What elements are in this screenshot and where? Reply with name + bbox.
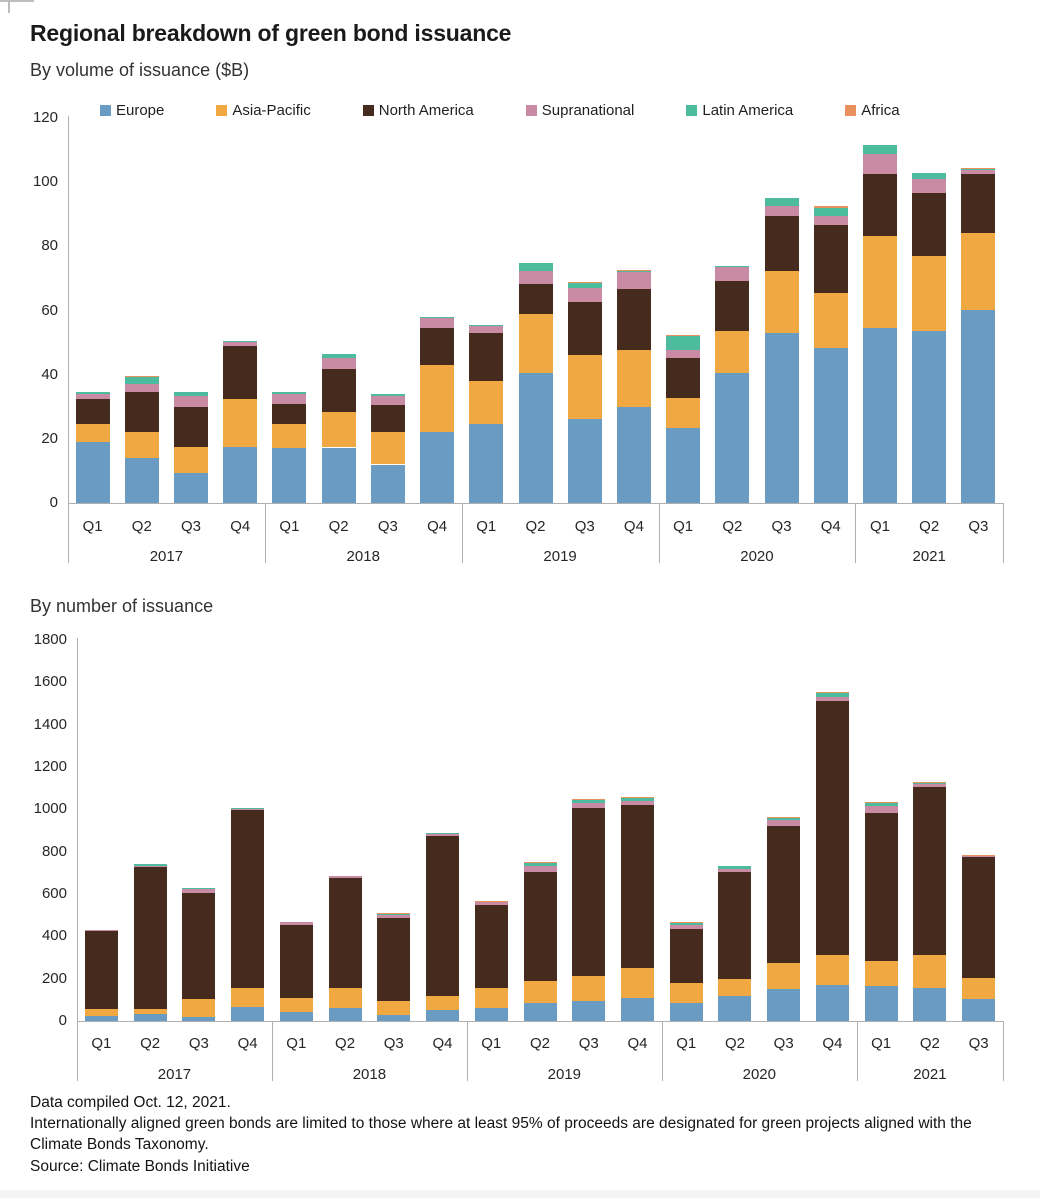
y-axis-tick-label: 200 (41, 969, 67, 987)
quarter-label: Q1 (869, 518, 890, 535)
bar-segment-europe (524, 1003, 557, 1021)
bar-segment-supranational (377, 915, 410, 918)
bar-segment-asia-pacific (912, 256, 946, 331)
bar-segment-latin-america (572, 800, 605, 803)
quarter-label: Q1 (91, 1035, 112, 1052)
y-axis-tick-label: 0 (58, 1012, 67, 1029)
quarter-label: Q2 (919, 518, 940, 535)
bar-segment-supranational (816, 697, 849, 701)
year-label: 2019 (543, 548, 577, 565)
bar-segment-europe (223, 447, 257, 503)
legend-item-africa (845, 102, 899, 119)
bar-segment-europe (182, 1017, 215, 1021)
bar-segment-europe (912, 331, 946, 503)
year-band-separator (1003, 503, 1004, 563)
bar-segment-europe (715, 373, 749, 503)
bar-segment-europe (814, 348, 848, 503)
bar-segment-north-america (913, 787, 946, 955)
legend (100, 100, 900, 120)
bar-segment-latin-america (621, 798, 654, 800)
bar-segment-latin-america (767, 817, 800, 820)
bar-segment-asia-pacific (475, 988, 508, 1008)
bar-segment-asia-pacific (329, 988, 362, 1008)
bar-segment-supranational (863, 154, 897, 175)
bar-segment-africa (865, 802, 898, 803)
y-axis-tick-label: 1800 (33, 631, 67, 648)
quarter-label: Q1 (286, 1035, 307, 1052)
bar-segment-north-america (670, 929, 703, 983)
bar-segment-africa (475, 901, 508, 902)
quarter-label: Q2 (529, 1035, 550, 1052)
bar-segment-europe (718, 996, 751, 1021)
bar-segment-europe (961, 310, 995, 503)
bar-segment-europe (666, 428, 700, 503)
bar-segment-europe (765, 333, 799, 503)
bar-segment-north-america (814, 225, 848, 293)
bar-segment-latin-america (765, 198, 799, 205)
quarter-label: Q4 (623, 518, 644, 535)
bar-segment-supranational (961, 170, 995, 174)
bar-segment-asia-pacific (962, 978, 995, 999)
bar-segment-africa (814, 206, 848, 208)
bar-segment-europe (572, 1001, 605, 1021)
bar-segment-latin-america (670, 922, 703, 925)
legend-item-latin-america (686, 102, 793, 119)
bar-segment-supranational (666, 350, 700, 357)
quarter-label: Q3 (578, 1035, 599, 1052)
quarter-label: Q3 (968, 518, 989, 535)
bar-segment-north-america (329, 878, 362, 988)
quarter-label: Q3 (383, 1035, 404, 1052)
quarter-label: Q4 (627, 1035, 648, 1052)
bar-segment-asia-pacific (134, 1009, 167, 1014)
frame-mark-top (0, 0, 34, 2)
bar-segment-europe (621, 998, 654, 1021)
y-axis-line (77, 638, 78, 1021)
quarter-label: Q2 (131, 518, 152, 535)
bar-segment-asia-pacific (519, 314, 553, 373)
bar-segment-asia-pacific (617, 350, 651, 407)
bar-segment-latin-america (223, 341, 257, 342)
bar-segment-asia-pacific (280, 998, 313, 1012)
quarter-label: Q4 (820, 518, 841, 535)
bar-segment-europe (617, 407, 651, 503)
bar-segment-north-america (231, 810, 264, 988)
quarter-label: Q3 (773, 1035, 794, 1052)
bar-segment-supranational (670, 925, 703, 929)
quarter-label: Q2 (140, 1035, 161, 1052)
legend-item-europe (100, 102, 164, 119)
bar-segment-asia-pacific (377, 1001, 410, 1015)
bar-segment-asia-pacific (865, 961, 898, 986)
bar-segment-north-america (280, 925, 313, 999)
bar-segment-north-america (469, 333, 503, 381)
bar-segment-africa (621, 797, 654, 799)
bar-segment-asia-pacific (621, 968, 654, 998)
bar-segment-asia-pacific (182, 999, 215, 1017)
bar-segment-africa (913, 782, 946, 783)
bar-segment-asia-pacific (125, 432, 159, 458)
bar-segment-latin-america (134, 864, 167, 865)
bar-segment-supranational (420, 318, 454, 328)
quarter-label: Q1 (673, 518, 694, 535)
bar-segment-north-america (371, 405, 405, 432)
bar-segment-europe (863, 328, 897, 503)
y-axis-tick-label: 1000 (33, 800, 67, 818)
y-axis-tick-label: 400 (41, 927, 67, 945)
quarter-label: Q4 (432, 1035, 453, 1052)
year-label: 2021 (913, 1066, 947, 1083)
bar-segment-asia-pacific (961, 233, 995, 310)
legend-label: Africa (861, 101, 900, 119)
bar-segment-africa (961, 168, 995, 169)
quarter-label: Q4 (237, 1035, 258, 1052)
bar-segment-supranational (912, 179, 946, 193)
year-label: 2018 (352, 1066, 387, 1083)
bar-segment-latin-america (865, 802, 898, 806)
bar-segment-supranational (85, 930, 118, 931)
bar-segment-europe (865, 986, 898, 1021)
bar-segment-asia-pacific (371, 432, 405, 464)
bar-segment-asia-pacific (426, 996, 459, 1010)
quarter-label: Q1 (871, 1035, 892, 1052)
footer-compiled-date: Data compiled Oct. 12, 2021. (30, 1094, 231, 1111)
bar-segment-north-america (85, 931, 118, 1009)
bar-segment-asia-pacific (670, 983, 703, 1002)
y-axis-tick-label: 20 (41, 429, 58, 447)
bar-segment-asia-pacific (223, 399, 257, 447)
bar-segment-north-america (125, 392, 159, 432)
x-axis-line (68, 503, 1003, 504)
bar-segment-supranational (371, 396, 405, 406)
bar-segment-asia-pacific (469, 381, 503, 424)
bar-segment-asia-pacific (666, 398, 700, 428)
quarter-label: Q2 (328, 518, 349, 535)
quarter-label: Q1 (82, 518, 103, 535)
bar-segment-asia-pacific (572, 976, 605, 1001)
legend-label: Latin America (702, 101, 794, 119)
bar-segment-north-america (621, 805, 654, 968)
bar-segment-europe (371, 465, 405, 504)
bar-segment-supranational (280, 922, 313, 924)
bottom-chart-subtitle: By number of issuance (30, 596, 214, 616)
bar-segment-latin-america (524, 863, 557, 866)
bar-segment-africa (962, 855, 995, 856)
bar-segment-europe (426, 1010, 459, 1021)
footer-source: Source: Climate Bonds Initiative (30, 1158, 250, 1175)
quarter-label: Q3 (188, 1035, 209, 1052)
bar-segment-north-america (519, 284, 553, 315)
quarter-label: Q1 (676, 1035, 697, 1052)
bar-segment-africa (816, 692, 849, 693)
bar-segment-north-america (666, 358, 700, 398)
bar-segment-supranational (223, 342, 257, 346)
y-axis-tick-label: 40 (41, 365, 58, 383)
figure-title: Regional breakdown of green bond issuance (30, 20, 512, 46)
bar-segment-supranational (524, 866, 557, 872)
bar-segment-supranational (718, 869, 751, 872)
bar-segment-asia-pacific (272, 424, 306, 448)
y-axis-tick-label: 600 (41, 885, 67, 902)
bar-segment-asia-pacific (420, 365, 454, 432)
bar-segment-europe (670, 1003, 703, 1021)
bar-segment-north-america (765, 216, 799, 271)
x-axis-line (77, 1021, 1003, 1022)
quarter-label: Q4 (230, 518, 251, 535)
bar-segment-latin-america (519, 263, 553, 270)
bar-segment-supranational (519, 271, 553, 284)
bar-segment-north-america (715, 281, 749, 331)
legend-swatch-icon (686, 105, 697, 116)
bar-segment-asia-pacific (816, 955, 849, 985)
bar-segment-supranational (174, 396, 208, 407)
bar-segment-africa (568, 282, 602, 284)
bar-segment-north-america (863, 174, 897, 235)
bar-segment-supranational (125, 384, 159, 392)
bar-segment-latin-america (420, 317, 454, 318)
bar-segment-asia-pacific (814, 293, 848, 348)
quarter-label: Q2 (722, 518, 743, 535)
y-axis-tick-label: 1400 (33, 715, 67, 733)
bar-segment-supranational (767, 820, 800, 826)
quarter-label: Q1 (481, 1035, 502, 1052)
quarter-label: Q2 (919, 1035, 940, 1052)
bottom-edge-strip (0, 1190, 1040, 1198)
bar-segment-north-america (962, 857, 995, 978)
bar-segment-latin-america (322, 354, 356, 358)
bar-segment-latin-america (371, 394, 405, 396)
bar-segment-asia-pacific (322, 412, 356, 447)
bar-segment-supranational (272, 394, 306, 404)
quarter-label: Q2 (724, 1035, 745, 1052)
y-axis-tick-label: 100 (32, 173, 58, 191)
bar-segment-europe (568, 419, 602, 503)
bar-segment-north-america (76, 399, 110, 425)
bar-segment-africa (617, 270, 651, 271)
quarter-label: Q1 (476, 518, 497, 535)
top-chart-subtitle: By volume of issuance ($B) (30, 60, 250, 80)
quarter-label: Q3 (181, 518, 202, 535)
bar-segment-africa (666, 335, 700, 336)
bar-segment-north-america (322, 369, 356, 412)
bar-segment-latin-america (912, 173, 946, 179)
y-axis-tick-label: 800 (41, 842, 67, 860)
year-band-separator (1003, 1021, 1004, 1081)
legend-swatch-icon (845, 105, 856, 116)
bar-segment-europe (913, 988, 946, 1021)
bar-segment-north-america (134, 867, 167, 1009)
bar-segment-latin-america (182, 888, 215, 889)
legend-label: Asia-Pacific (232, 101, 311, 119)
bar-segment-supranational (322, 358, 356, 369)
bar-segment-europe (125, 458, 159, 503)
bar-segment-north-america (816, 701, 849, 955)
bar-segment-europe (767, 989, 800, 1021)
bar-segment-north-america (272, 404, 306, 425)
y-axis-tick-label: 60 (41, 301, 58, 319)
bar-segment-supranational (617, 272, 651, 289)
bar-segment-africa (125, 376, 159, 377)
bar-segment-europe (85, 1016, 118, 1021)
bar-segment-latin-america (715, 266, 749, 268)
year-label: 2018 (346, 548, 380, 565)
bar-segment-north-america (572, 808, 605, 976)
bar-segment-north-america (617, 289, 651, 349)
bar-segment-asia-pacific (76, 424, 110, 442)
legend-swatch-icon (100, 105, 111, 116)
bar-segment-north-america (718, 872, 751, 980)
bar-segment-asia-pacific (765, 271, 799, 333)
quarter-label: Q3 (377, 518, 398, 535)
y-axis-tick-label: 80 (41, 237, 58, 255)
bar-segment-europe (816, 985, 849, 1021)
bar-segment-asia-pacific (863, 236, 897, 329)
y-axis-tick-label: 0 (49, 494, 58, 511)
bar-segment-latin-america (863, 145, 897, 153)
bar-segment-europe (272, 448, 306, 503)
bar-segment-supranational (469, 325, 503, 333)
legend-swatch-icon (216, 105, 227, 116)
legend-label: Europe (116, 101, 165, 119)
bar-segment-asia-pacific (767, 963, 800, 990)
bar-segment-asia-pacific (913, 955, 946, 988)
bar-segment-north-america (767, 826, 800, 963)
bar-segment-europe (322, 448, 356, 504)
bar-segment-latin-america (426, 833, 459, 834)
quarter-label: Q3 (968, 1035, 989, 1052)
bar-segment-latin-america (272, 392, 306, 394)
bar-segment-north-america (475, 905, 508, 988)
bar-segment-supranational (814, 216, 848, 225)
bar-segment-supranational (621, 801, 654, 805)
bar-segment-europe (329, 1008, 362, 1021)
bar-segment-latin-america (666, 336, 700, 350)
quarter-label: Q2 (525, 518, 546, 535)
legend-swatch-icon (363, 105, 374, 116)
bar-segment-europe (475, 1008, 508, 1021)
y-axis-tick-label: 120 (32, 109, 58, 126)
bar-segment-africa (377, 913, 410, 914)
legend-label: North America (378, 101, 474, 119)
bar-segment-latin-america (961, 169, 995, 171)
footer-methodology-note: Internationally aligned green bonds are limited to those where at least 95% of proceeds are designated for green projects aligned with the Climate Bonds Taxonomy. (30, 1115, 972, 1153)
bar-segment-supranational (329, 876, 362, 878)
legend-item-supranational (526, 102, 635, 119)
bar-segment-europe (420, 432, 454, 503)
bar-segment-north-america (865, 813, 898, 961)
bar-segment-asia-pacific (715, 331, 749, 373)
bar-segment-latin-america (174, 392, 208, 395)
bar-segment-supranational (426, 833, 459, 836)
bar-segment-europe (519, 373, 553, 503)
bar-segment-europe (231, 1007, 264, 1021)
y-axis-line (68, 116, 69, 503)
bar-segment-latin-america (125, 377, 159, 384)
bar-segment-latin-america (469, 325, 503, 326)
bar-segment-asia-pacific (718, 979, 751, 996)
bar-segment-supranational (765, 206, 799, 217)
bar-segment-north-america (568, 302, 602, 356)
bar-segment-latin-america (718, 866, 751, 869)
quarter-label: Q2 (335, 1035, 356, 1052)
bar-segment-north-america (524, 872, 557, 981)
bar-segment-north-america (174, 407, 208, 447)
bar-segment-asia-pacific (524, 981, 557, 1003)
bar-segment-supranational (134, 866, 167, 868)
year-label: 2017 (149, 548, 184, 565)
year-label: 2020 (742, 1066, 776, 1083)
bar-segment-latin-america (231, 808, 264, 809)
bar-segment-north-america (426, 836, 459, 996)
bar-segment-north-america (420, 328, 454, 365)
bar-segment-africa (524, 862, 557, 863)
bar-segment-africa (767, 817, 800, 818)
bar-segment-latin-america (814, 208, 848, 216)
legend-item-north-america (363, 102, 474, 119)
year-label: 2020 (740, 548, 774, 565)
year-label: 2021 (912, 548, 946, 565)
bar-segment-africa (670, 922, 703, 923)
bar-segment-europe (174, 473, 208, 503)
bar-segment-asia-pacific (568, 355, 602, 418)
bar-segment-asia-pacific (174, 447, 208, 473)
bar-segment-asia-pacific (85, 1009, 118, 1016)
bar-segment-north-america (223, 346, 257, 399)
bar-segment-europe (377, 1015, 410, 1021)
bar-segment-asia-pacific (231, 988, 264, 1007)
bar-segment-supranational (76, 394, 110, 399)
bar-segment-supranational (913, 784, 946, 787)
bar-segment-latin-america (568, 283, 602, 288)
bar-segment-supranational (962, 856, 995, 858)
legend-swatch-icon (526, 105, 537, 116)
bar-segment-europe (962, 999, 995, 1021)
bar-segment-north-america (182, 893, 215, 999)
bar-segment-north-america (912, 193, 946, 256)
bar-segment-europe (280, 1012, 313, 1021)
year-label: 2019 (547, 1066, 582, 1083)
quarter-label: Q1 (279, 518, 300, 535)
bar-segment-north-america (961, 174, 995, 233)
y-axis-tick-label: 1200 (33, 758, 67, 775)
quarter-label: Q4 (427, 518, 448, 535)
quarter-label: Q4 (822, 1035, 843, 1052)
quarter-label: Q3 (771, 518, 792, 535)
bar-segment-europe (134, 1014, 167, 1021)
frame-mark-corner (8, 0, 10, 13)
year-label: 2017 (157, 1066, 192, 1083)
bar-segment-supranational (865, 806, 898, 813)
legend-label: Supranational (541, 101, 635, 119)
bar-segment-latin-america (816, 693, 849, 697)
bar-segment-supranational (572, 803, 605, 807)
legend-item-asia-pacific (216, 102, 310, 119)
bar-segment-supranational (715, 267, 749, 281)
bar-segment-africa (572, 799, 605, 800)
bar-segment-north-america (377, 918, 410, 1001)
quarter-label: Q3 (574, 518, 595, 535)
y-axis-tick-label: 1600 (33, 673, 67, 691)
bar-segment-supranational (568, 288, 602, 302)
bar-segment-latin-america (76, 392, 110, 394)
bar-segment-europe (76, 442, 110, 503)
bar-segment-europe (469, 424, 503, 503)
bar-segment-supranational (182, 889, 215, 893)
bar-segment-latin-america (617, 271, 651, 272)
